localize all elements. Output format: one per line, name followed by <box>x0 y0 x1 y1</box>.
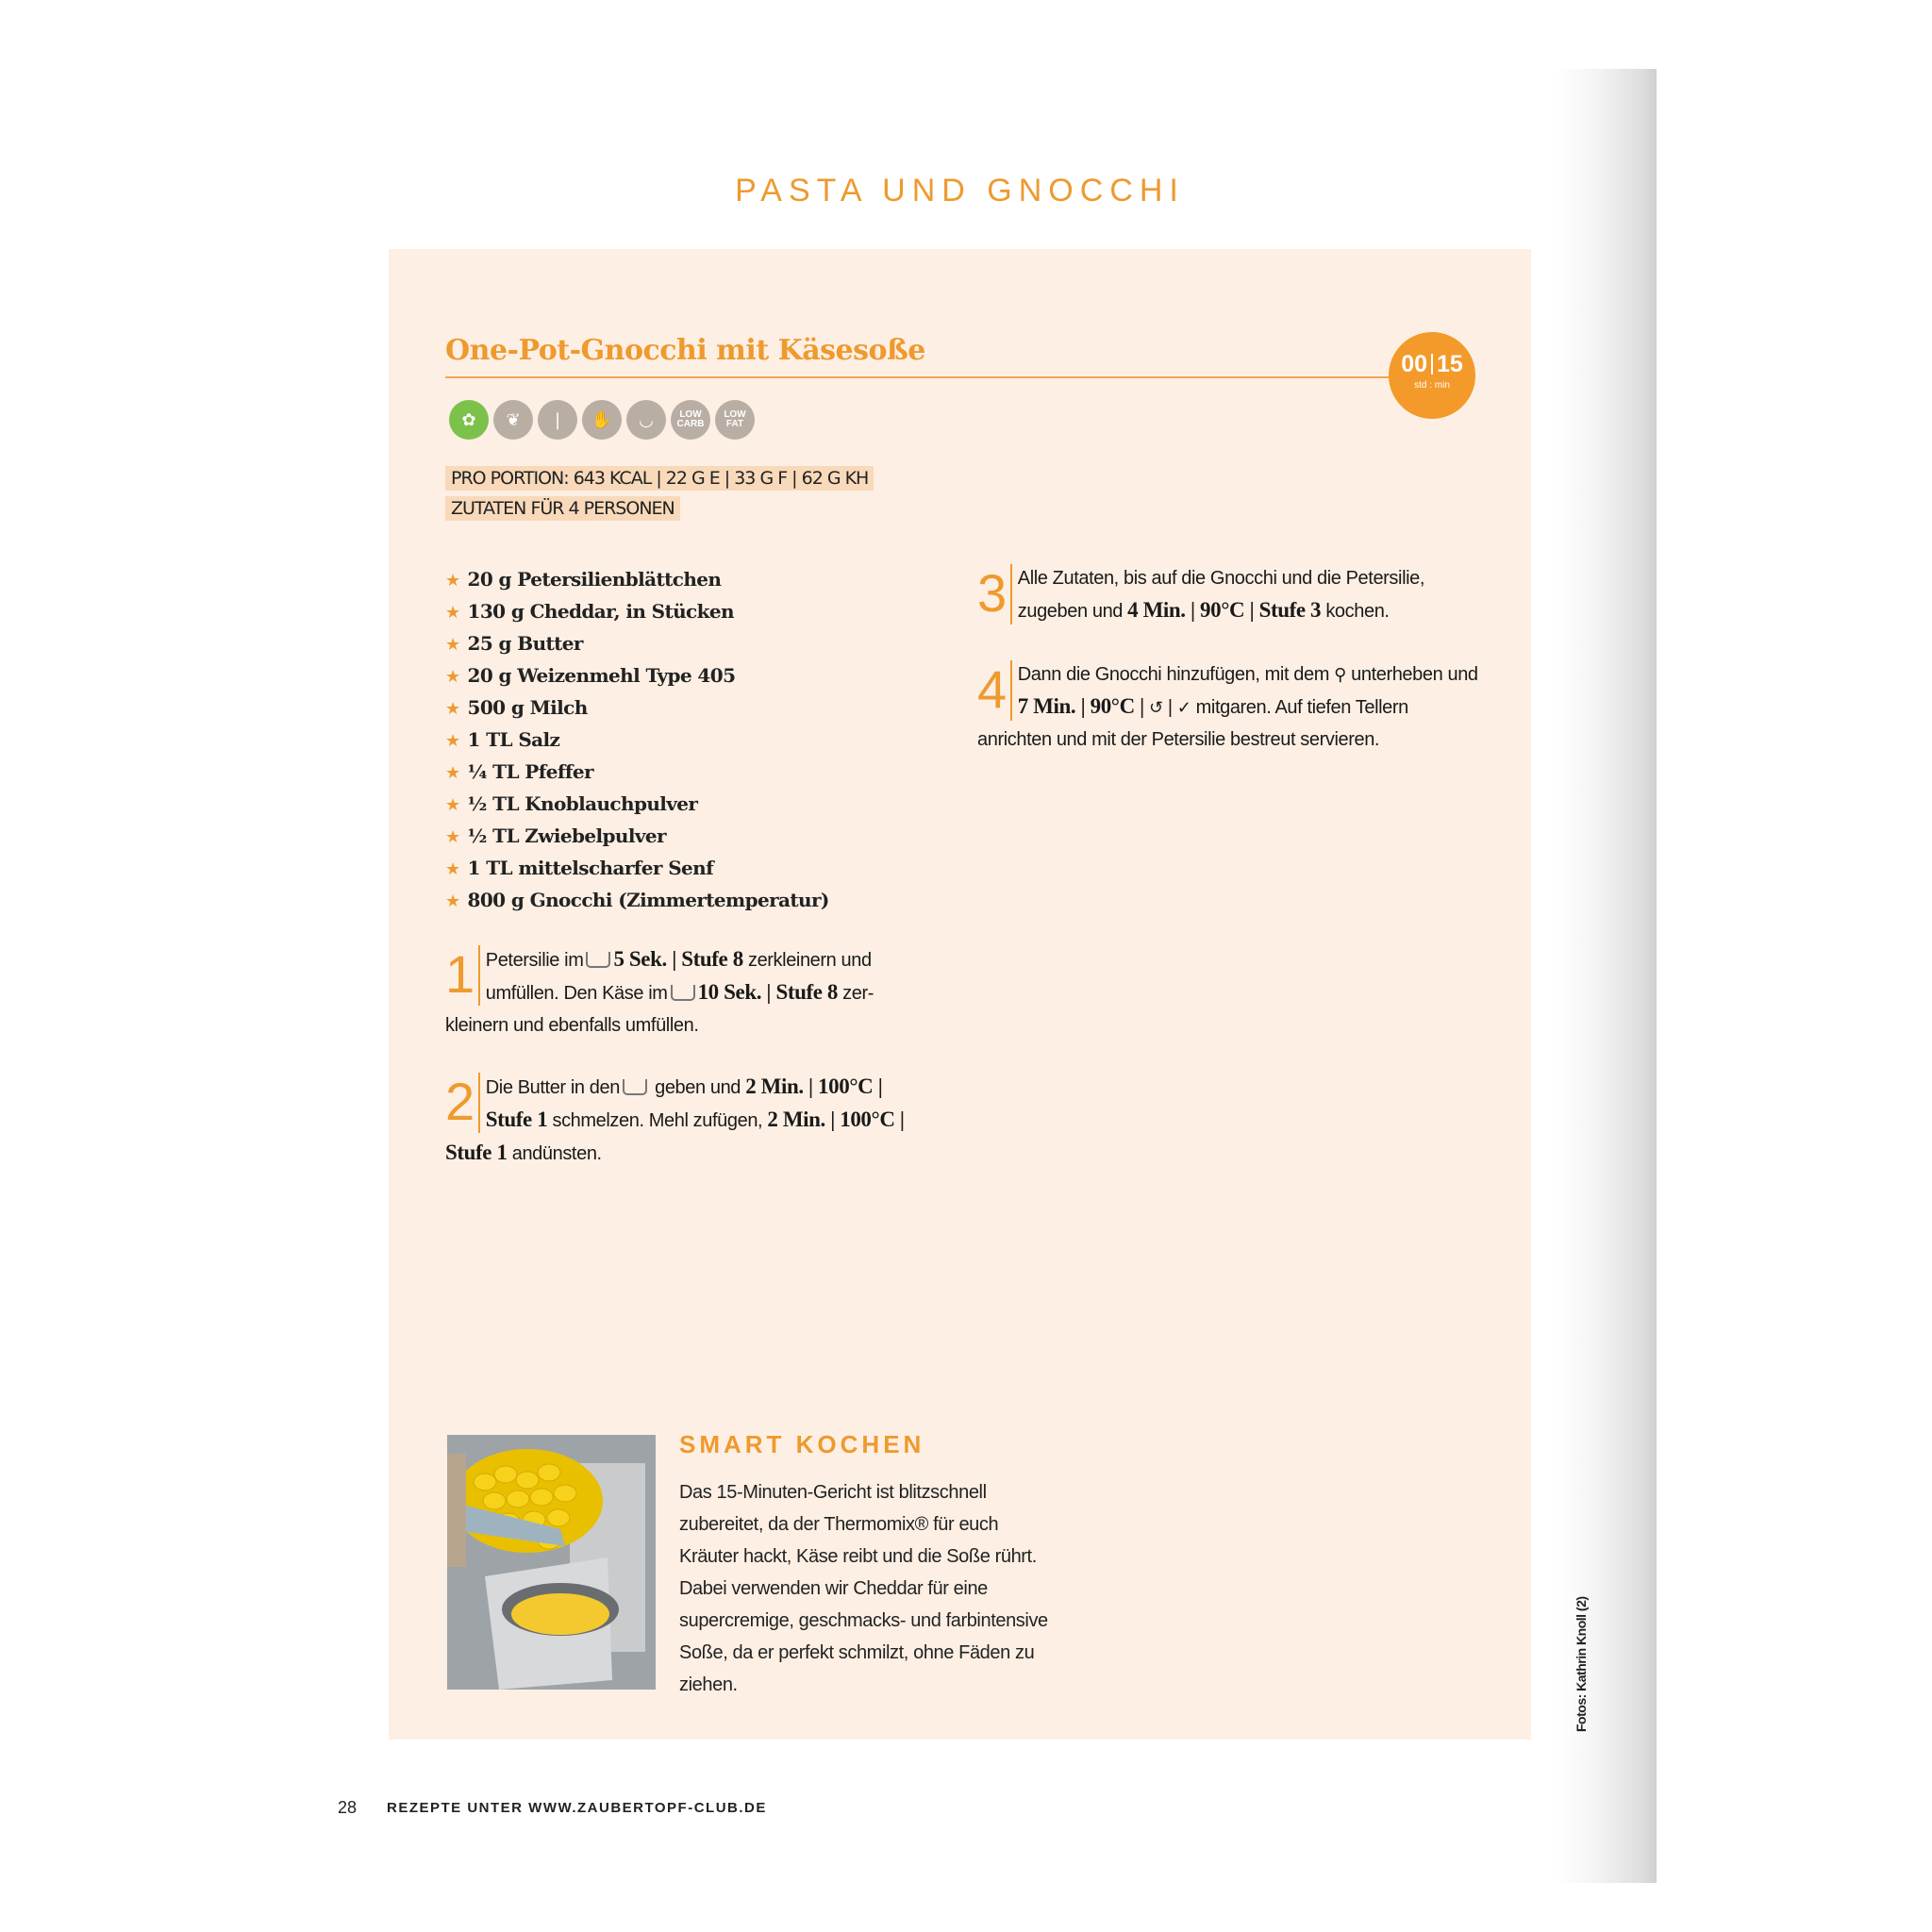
low-carb-icon: LOW CARB <box>671 400 710 440</box>
leaf-icon: ❦ <box>493 400 533 440</box>
star-icon: ★ <box>445 635 460 655</box>
star-icon: ★ <box>445 859 460 879</box>
star-icon: ★ <box>445 571 460 591</box>
wheat-free-icon: ❘ <box>538 400 577 440</box>
ingredient-item: ★ 130 g Cheddar, in Stücken <box>445 600 734 623</box>
timer-badge <box>1389 332 1475 419</box>
step-2: 2 Die Butter in den geben und 2 Min. | 100°C | Stufe 1 schmelzen. Mehl zufügen, 2 Min. | 100°C | Stufe 1 andünsten. <box>445 1072 905 1164</box>
photo-credit: Fotos: Kathrin Knoll (2) <box>1574 1596 1589 1732</box>
star-icon: ★ <box>445 699 460 719</box>
ingredient-item: ★ 20 g Weizenmehl Type 405 <box>445 664 736 687</box>
ingredient-item: ★ 20 g Petersilienblättchen <box>445 568 722 591</box>
ingredient-item: ★ 1 TL mittelscharfer Senf <box>445 857 714 879</box>
star-icon: ★ <box>445 891 460 911</box>
star-icon: ★ <box>445 827 460 847</box>
ingredient-item: ★ ½ TL Zwiebelpulver <box>445 824 666 847</box>
cooking-photo-illustration <box>447 1435 656 1690</box>
step-number: 3 <box>977 564 1012 625</box>
ingredient-item: ★ 800 g Gnocchi (Zimmertemperatur) <box>445 889 829 911</box>
page-spine-shadow <box>1557 69 1657 1883</box>
ingredient-item: ★ ½ TL Knoblauchpulver <box>445 792 698 815</box>
step-4: 4 Dann die Gnocchi hinzufügen, mit dem ⚲ unterheben und 7 Min. | 90°C | ↺ | ✓ mitgaren. Auf tiefen Tellern anrichten und mit der Petersilie bestreut servieren. <box>977 659 1478 750</box>
star-icon: ★ <box>445 763 460 783</box>
page-number: 28 <box>338 1798 358 1817</box>
mixing-bowl-icon <box>671 985 695 1001</box>
nutrition-block <box>445 466 874 526</box>
step-number: 1 <box>445 945 480 1006</box>
reverse-icon: ↺ <box>1149 698 1163 717</box>
smart-cooking-title: SMART KOCHEN <box>679 1430 925 1458</box>
ingredient-list <box>445 563 829 916</box>
ingredient-item: ★ 25 g Butter <box>445 632 583 655</box>
section-title: PASTA UND GNOCCHI <box>735 173 1185 208</box>
vegetarian-icon: ✿ <box>449 400 489 440</box>
star-icon: ★ <box>445 667 460 687</box>
ingredient-item: ★ 1 TL Salz <box>445 728 560 751</box>
timer-minutes: 15 <box>1437 351 1463 377</box>
spatula-icon: ⚲ <box>1334 665 1346 684</box>
bowl-icon: ◡ <box>626 400 666 440</box>
star-icon: ★ <box>445 795 460 815</box>
recipe-title: One-Pot-Gnocchi mit Käsesoße <box>445 334 925 367</box>
ingredient-item: ★ ¼ TL Pfeffer <box>445 760 593 783</box>
mixing-bowl-icon <box>623 1079 647 1095</box>
step-number: 2 <box>445 1073 480 1133</box>
timer-hours: 00 <box>1401 351 1427 377</box>
low-fat-icon: LOW FAT <box>715 400 755 440</box>
ingredient-item: ★ 500 g Milch <box>445 696 588 719</box>
smart-cooking-text: Das 15-Minuten-Gericht ist blitzschnell zubereitet, da der Thermomix® für euch Kräuter hackt, Käse reibt und die Soße rührt. Dabei verwenden wir Cheddar für eine supercremige, geschmacks- und farbintensive Soße, da er perfekt schmilzt, ohne Fäden zu ziehen. <box>679 1482 1048 1695</box>
mixing-bowl-icon <box>586 952 610 968</box>
lactose-icon: ✋ <box>582 400 622 440</box>
diet-icons <box>449 400 755 440</box>
nutrition-info: PRO PORTION: 643 KCAL | 22 G E | 33 G F | 62 G KH <box>445 466 874 491</box>
timer-unit: std : min <box>1414 380 1450 391</box>
footer-url: REZEPTE UNTER WWW.ZAUBERTOPF-CLUB.DE <box>387 1800 767 1816</box>
step-3: 3 Alle Zutaten, bis auf die Gnocchi und die Petersilie, zugeben und 4 Min. | 90°C | Stufe 3 kochen. <box>977 563 1425 623</box>
cooking-photo <box>447 1435 656 1690</box>
stir-speed-icon: ✓ <box>1176 698 1191 717</box>
star-icon: ★ <box>445 731 460 751</box>
star-icon: ★ <box>445 603 460 623</box>
step-number: 4 <box>977 660 1012 721</box>
servings-info: ZUTATEN FÜR 4 PERSONEN <box>445 496 680 521</box>
title-rule <box>445 376 1398 378</box>
step-1: 1 Petersilie im 5 Sek. | Stufe 8 zerkleinern und umfüllen. Den Käse im 10 Sek. | Stufe 8 zerkleinern und ebenfalls umfüllen. <box>445 944 874 1036</box>
